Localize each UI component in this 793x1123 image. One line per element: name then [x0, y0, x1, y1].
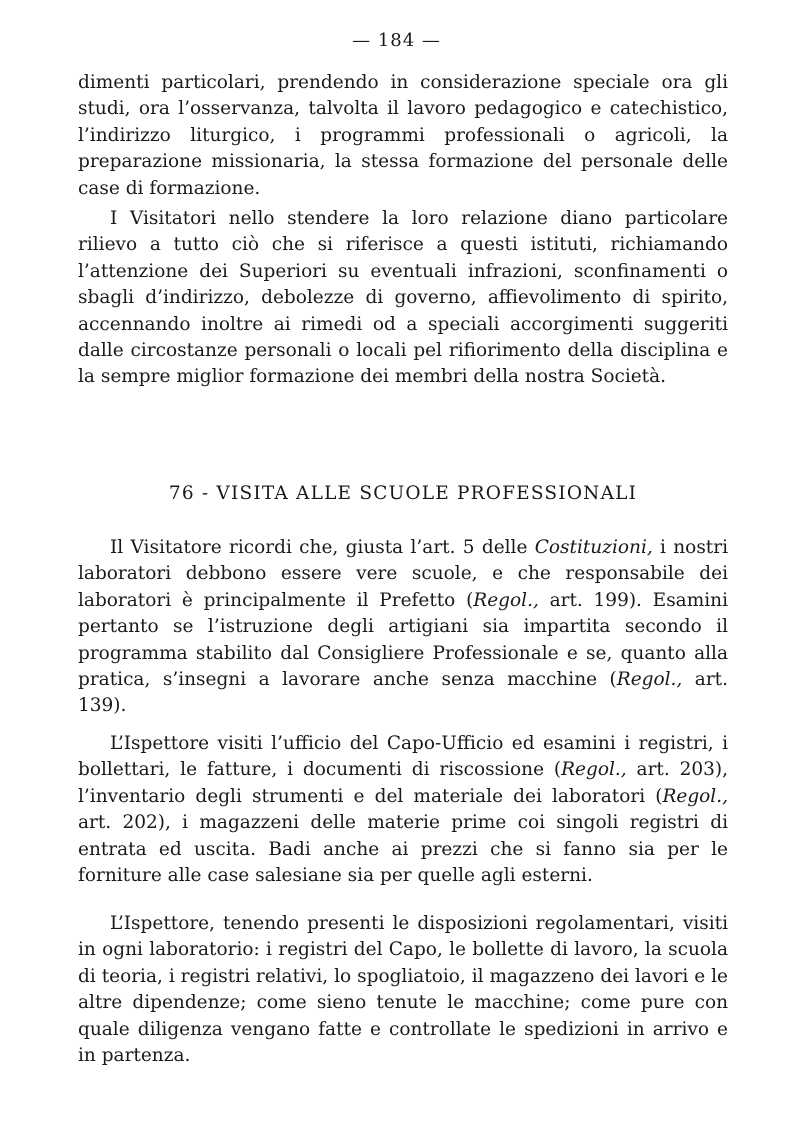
paragraph-visitatori-relazione: [78, 206, 728, 391]
text-run: Il Visitatore ricordi che, giusta l’art. 5 delle: [110, 537, 535, 558]
paragraph-continuation: [78, 70, 728, 202]
italic-reference: Regol.,: [662, 785, 728, 807]
paragraph-text: I Visitatori nello stendere la loro relazione diano particolare rilievo a tutto ciò che si riferisce a questi istituti, richiamando l’attenzione dei Superiori su eventuali infrazioni, sconfinamenti o sbagli d’indirizzo, debolezze di governo, affievolimento di spirito, accennando inoltre ai rimedi od a speciali accorgimenti suggeriti dalle circostanze personali o locali pel rifiorimento della disciplina e la sempre miglior formazione dei membri della nostra Società.: [78, 208, 728, 388]
paragraph-text: dimenti particolari, prendendo in considerazione speciale ora gli studi, ora l’osservanza, talvolta il lavoro pedagogico e catechistico, l’indirizzo liturgico, i programmi professionali o agricoli, la preparazione missionaria, la stessa formazione del personale delle case di formazione.: [78, 72, 728, 199]
paragraph-text: [78, 731, 728, 889]
text-run: art. 139).: [78, 669, 728, 717]
italic-reference: Regol.,: [473, 589, 539, 611]
paragraph-visitatore-laboratori: [78, 535, 728, 720]
text-run: art. 199). Esamini pertanto se l’istruzione degli artigiani sia impartita secondo il programma stabilito dal Consigliere Professionale e se, quanto alla pratica, s’insegni a lavorare anche senza macchine (: [78, 589, 729, 691]
paragraph-text: L’Ispettore, tenendo presenti le disposizioni regolamentari, visiti in ogni laboratorio: i registri del Capo, le bollette di lavoro, la scuola di teoria, i registri relativi, lo spogliatoio, il magazzeno dei lavori e le altre dipendenze; come sieno tenute le macchine; come pure con quale diligenza vengano fatte e controllate le spedizioni in arrivo e in partenza.: [78, 913, 728, 1067]
paragraph-ispettore-laboratorio: [78, 911, 728, 1069]
italic-reference: Regol.,: [561, 759, 627, 781]
text-run: art. 202), i magazzeni delle materie prime coi singoli registri di entrata ed uscita. Badi anche ai prezzi che si fanno sia per le forniture alle case salesiane sia per quelle agli esterni.: [78, 812, 728, 887]
italic-reference: Costituzioni,: [534, 537, 653, 558]
text-run: L’Ispettore visiti l’ufficio del Capo-Ufficio ed esamini i registri, i bollettari, le fatture, i documenti di riscossione (: [78, 733, 728, 781]
page-number: — 184 —: [352, 30, 441, 51]
paragraph-text: [78, 535, 728, 720]
text-run: art. 203), l’inventario degli strumenti e del materiale dei laboratori (: [78, 759, 728, 807]
section-heading: 76 - VISITA ALLE SCUOLE PROFESSIONALI: [168, 483, 638, 504]
italic-reference: Regol.,: [616, 669, 683, 691]
text-run: i nostri laboratori debbono essere vere scuole, e che responsabile dei laboratori è principalmente il Prefetto (: [78, 537, 729, 611]
paragraph-ispettore-ufficio: [78, 731, 728, 889]
